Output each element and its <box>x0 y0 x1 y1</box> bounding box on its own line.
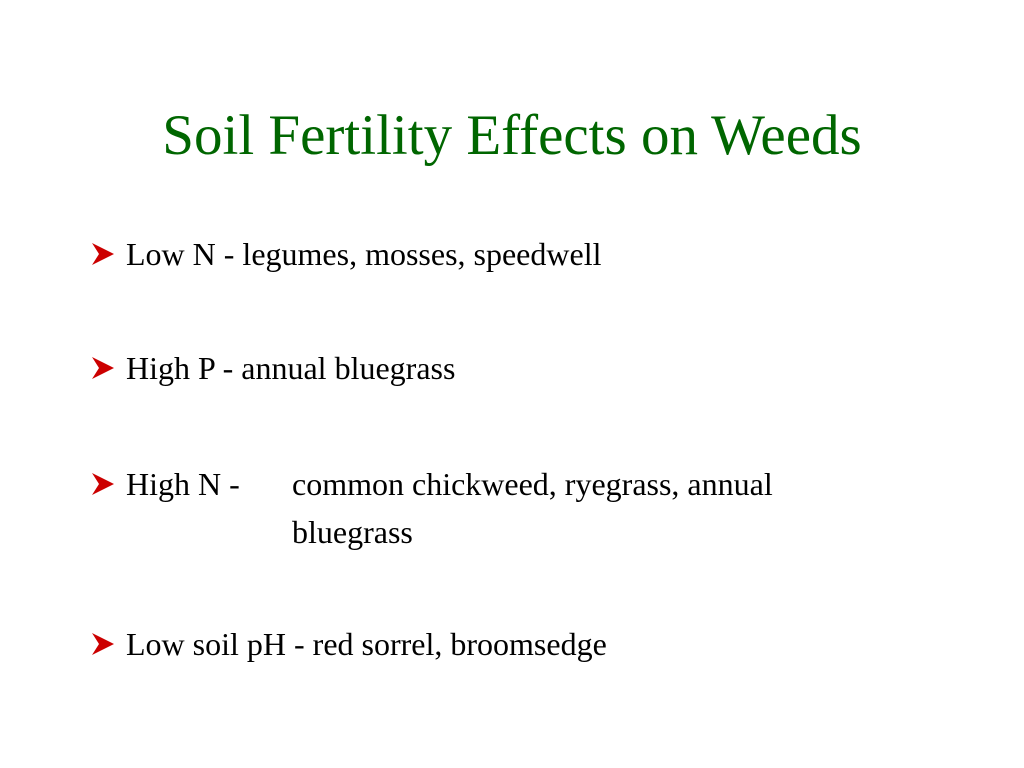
bullet-text: Low N - legumes, mosses, speedwell <box>126 236 602 272</box>
bullet-item <box>90 460 773 508</box>
bullet-label: High N - <box>126 466 240 502</box>
arrow-bullet-icon <box>90 472 116 496</box>
arrow-bullet-icon <box>90 356 116 380</box>
slide-title: Soil Fertility Effects on Weeds <box>162 104 862 167</box>
bullet-item <box>90 230 601 278</box>
arrow-bullet-icon <box>90 632 116 656</box>
bullet-text: High P - annual bluegrass <box>126 350 456 386</box>
bullet-item <box>90 620 607 668</box>
bullet-text: Low soil pH - red sorrel, broomsedge <box>126 626 607 662</box>
bullet-text: common chickweed, ryegrass, annual <box>292 466 773 502</box>
bullet-text-continuation: bluegrass <box>292 514 413 550</box>
bullet-item <box>90 344 455 392</box>
arrow-bullet-icon <box>90 242 116 266</box>
